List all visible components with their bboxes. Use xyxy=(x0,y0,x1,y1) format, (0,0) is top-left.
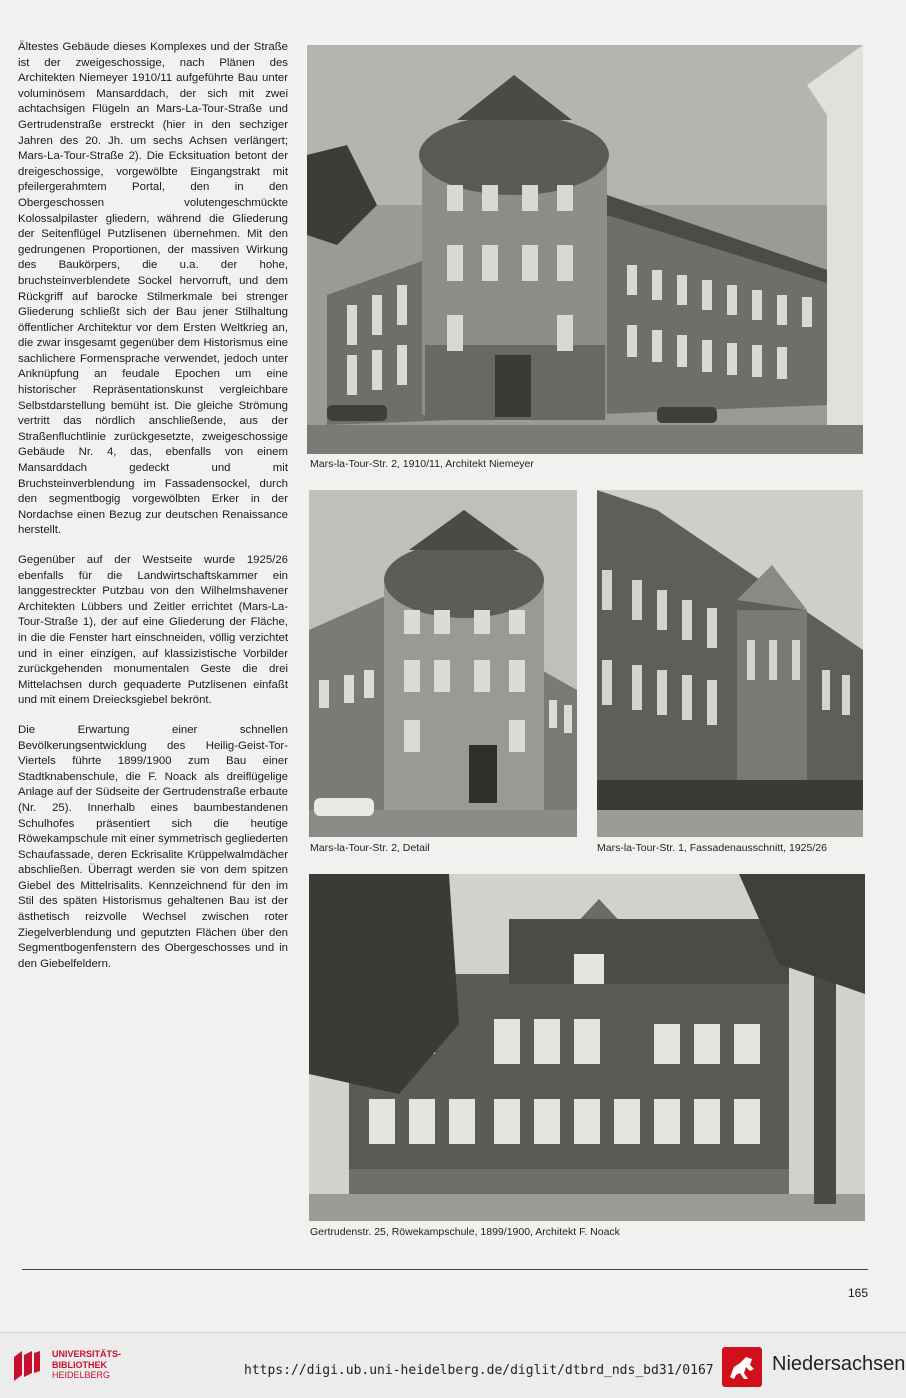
permalink-url[interactable]: https://digi.ub.uni-heidelberg.de/diglit/dtbrd_nds_bd31/0167 xyxy=(244,1363,714,1378)
photo-mars-la-tour-2 xyxy=(307,45,863,454)
paragraph-3: Die Erwartung einer schnellen Bevölkerungsentwicklung des Heilig-Geist-Tor-Viertels führte 1899/1900 zum Bau einer Stadtknabenschule, die F. Noack als dreiflügelige Anlage auf der Südseite der Gertrudenstraße erbaute (Nr. 25). Innerhalb eines baumbestandenen Schulhofes präsentiert sich die heutige Röwekampschule mit einer symmetrisch gegliederten Schaufassade, deren Eckrisalite Krüppelwalmdächer abschließen. Überragt werden sie von dem spitzen Giebel des Mittelrisalits. Kennzeichnend für den im Stil des späten Historismus gehaltenen Bau ist der ästhetisch reizvolle Wechsel zwischen roter Ziegelverblendung und geputzten Flächen über den Segmentbogenfenstern des Obergeschosses und in den Giebelfeldern. xyxy=(18,723,288,970)
viewer-footer xyxy=(0,1332,906,1398)
library-line-2: BIBLIOTHEK xyxy=(52,1359,107,1370)
photo-mars-la-tour-2-detail xyxy=(309,490,577,837)
photo-roewekampschule xyxy=(309,874,865,1221)
state-name[interactable]: Niedersachsen xyxy=(772,1353,906,1375)
library-line-1: UNIVERSITÄTS- xyxy=(52,1349,122,1359)
caption-photo-2: Mars-la-Tour-Str. 2, Detail xyxy=(310,842,430,854)
page-number: 165 xyxy=(847,1286,868,1300)
paragraph-1: Ältestes Gebäude dieses Komplexes und der Straße ist der zweigeschossige, nach Plänen des Architekten Niemeyer 1910/11 aufgeführte Bau unter voluminösem Mansarddach, der sich mit zwei achtachsigen Flügeln an Mars-La-Tour-Straße und Gertrudenstraße erstreckt (hier in den sechziger Jahren des 20. Jh. um sechs Achsen verlängert; Mars-La-Tour-Straße 2). Die Ecksituation betont der dreigeschossige, vorgewölbte Eingangstrakt mit pfeilergerahmtem Portal, den in den Obergeschossen volutengeschmückte Kolossalpilaster gliedern, während die Gliederung der Seitenflügel Putzlisenen übernehmen. Mit den gedrungenen Proportionen, der massiven Wirkung des Baukörpers, die u.a. der hohe, bruchsteinverblendete Sockel hervorruft, und dem Rückgriff auf barocke Stilmerkmale bei strenger Gliederung schließt sich der Bau jener Stilhaltung öffentlicher Architektur vor dem Ersten Weltkrieg an, die zwar insgesamt gegenüber dem Historismus eine sachlichere Formensprache verwendet, jedoch unter Anknüpfung an feudale Epochen um eine historischer Repräsentationskunst vergleichbare Selbstdarstellung bemüht ist. Die gleiche Strömung vertritt das nördlich anschließende, aus der Straßenfluchtlinie zurückgesetzte, zweigeschossige Gebäude Nr. 4, das, ebenfalls von einem Mansarddach gedeckt und mit Bruchsteinverblendung im Fassadensockel, durch den segmentbogig vorgewölbten Erker in der Nordachse einen Bezug zur deutschen Renaissance herstellt. xyxy=(18,41,288,537)
caption-photo-3: Mars-la-Tour-Str. 1, Fassadenausschnitt, 1925/26 xyxy=(597,842,827,854)
caption-photo-4: Gertrudenstr. 25, Röwekampschule, 1899/1900, Architekt F. Noack xyxy=(310,1226,620,1238)
caption-photo-1: Mars-la-Tour-Str. 2, 1910/11, Architekt Niemeyer xyxy=(310,458,534,470)
body-text-column xyxy=(18,40,288,986)
university-library-name[interactable] xyxy=(52,1349,121,1381)
footer-rule xyxy=(22,1269,868,1270)
paragraph-2: Gegenüber auf der Westseite wurde 1925/26 ebenfalls für die Landwirtschaftskammer ein langgestreckter Putzbau von den Wilhelmshavener Architekten Lübbers und Zeitler errichtet (Mars-La-Tour-Straße 1), der auf eine Gliederung der Fläche, in die die Fenster hart einschneiden, völlig verzichtet und in einer einzigen, auf klassizistische Vorbilder zurückgehenden monumentalen Geste die drei Mittelachsen durch gequaderte Putzlisenen einfaßt und mit einem Dreiecksgiebel bekrönt. xyxy=(18,554,288,707)
photo-mars-la-tour-1-facade xyxy=(597,490,863,837)
library-line-3: HEIDELBERG xyxy=(52,1370,111,1380)
niedersachsen-horse-logo-icon[interactable] xyxy=(722,1347,762,1387)
university-library-logo-icon[interactable] xyxy=(10,1347,44,1385)
